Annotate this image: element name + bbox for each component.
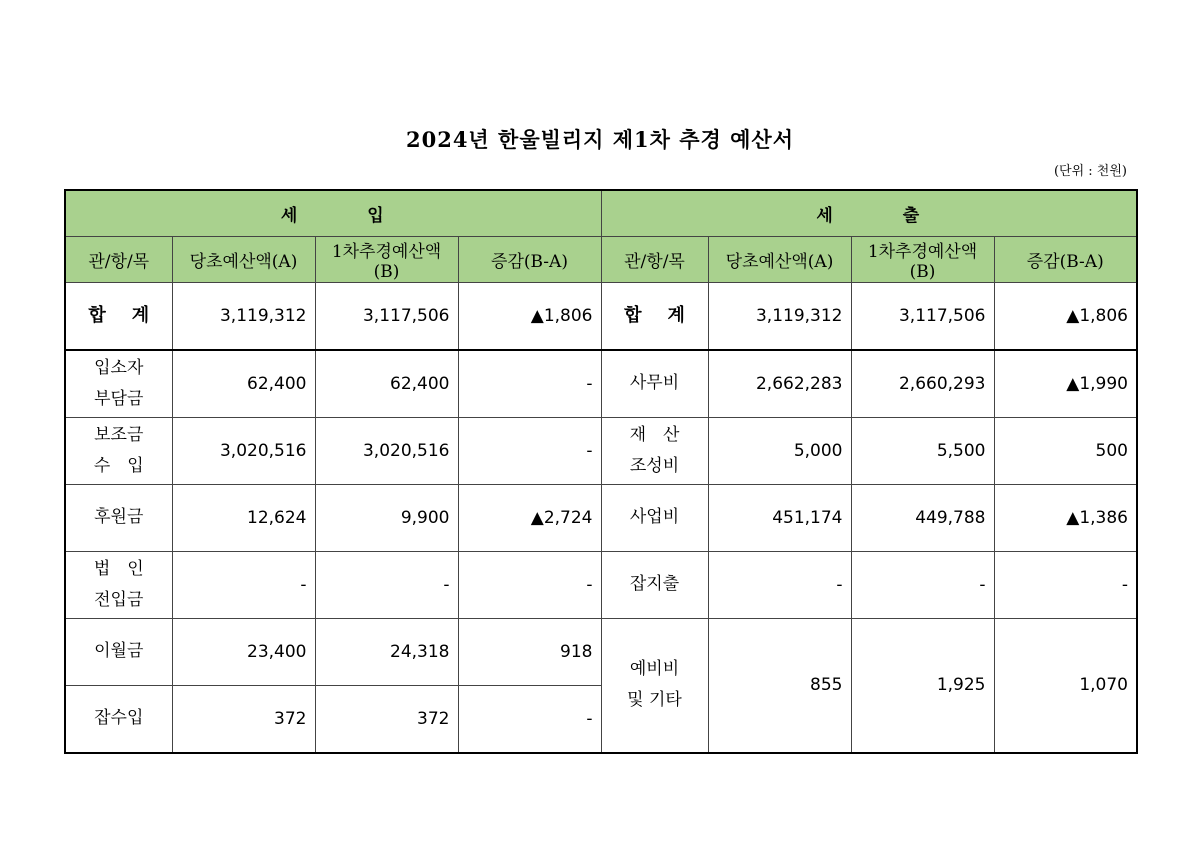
expense-total-change: ▲1,806: [994, 282, 1137, 350]
expense-item-name: 사무비: [601, 350, 708, 418]
table-row: [65, 484, 1137, 551]
income-item-revised: 9,900: [315, 484, 458, 551]
expense-item-change: ▲1,990: [994, 350, 1137, 418]
document-title: 2024년 한울빌리지 제1차 추경 예산서: [405, 127, 795, 152]
expense-item-change: 500: [994, 417, 1137, 484]
expense-item-name: 잡지출: [601, 551, 708, 618]
table-row: [65, 417, 1137, 484]
income-section-header: 세 입: [65, 190, 601, 236]
expense-item-original: 855: [708, 618, 851, 753]
income-item-original: 23,400: [172, 618, 315, 685]
income-total-revised: 3,117,506: [315, 282, 458, 350]
expense-col-change: 증감(B-A): [994, 236, 1137, 282]
income-item-revised: 24,318: [315, 618, 458, 685]
expense-item-original: 451,174: [708, 484, 851, 551]
income-col-change: 증감(B-A): [458, 236, 601, 282]
expense-item-name: 사업비: [601, 484, 708, 551]
income-col-category: 관/항/목: [65, 236, 172, 282]
income-item-change: -: [458, 551, 601, 618]
expense-col-revised: 1차추경예산액(B): [851, 236, 994, 282]
income-item-name: 잡수입: [65, 685, 172, 753]
expense-total-original: 3,119,312: [708, 282, 851, 350]
expense-col-category: 관/항/목: [601, 236, 708, 282]
income-item-original: 12,624: [172, 484, 315, 551]
income-col-original: 당초예산액(A): [172, 236, 315, 282]
total-row: [65, 282, 1137, 350]
expense-item-revised: -: [851, 551, 994, 618]
income-col-revised: 1차추경예산액(B): [315, 236, 458, 282]
budget-table: [64, 189, 1138, 754]
table-row: [65, 551, 1137, 618]
expense-item-change: 1,070: [994, 618, 1137, 753]
income-item-name: 후원금: [65, 484, 172, 551]
income-item-revised: 372: [315, 685, 458, 753]
income-total-label: 합 계: [65, 282, 172, 350]
income-item-change: -: [458, 685, 601, 753]
expense-item-revised: 2,660,293: [851, 350, 994, 418]
expense-item-name: 재 산 조성비: [601, 417, 708, 484]
income-item-revised: 62,400: [315, 350, 458, 418]
expense-col-original: 당초예산액(A): [708, 236, 851, 282]
expense-section-header: 세 출: [601, 190, 1137, 236]
expense-item-name: 예비비 및 기타: [601, 618, 708, 753]
expense-item-original: 5,000: [708, 417, 851, 484]
income-item-name: 법 인 전입금: [65, 551, 172, 618]
income-item-change: -: [458, 417, 601, 484]
expense-item-revised: 1,925: [851, 618, 994, 753]
income-item-revised: -: [315, 551, 458, 618]
expense-item-original: 2,662,283: [708, 350, 851, 418]
income-item-original: -: [172, 551, 315, 618]
income-item-change: -: [458, 350, 601, 418]
income-item-original: 3,020,516: [172, 417, 315, 484]
unit-label: (단위 : 천원): [1053, 164, 1127, 179]
income-total-original: 3,119,312: [172, 282, 315, 350]
income-item-original: 372: [172, 685, 315, 753]
column-header-row: [65, 236, 1137, 282]
expense-total-label: 합 계: [601, 282, 708, 350]
income-total-change: ▲1,806: [458, 282, 601, 350]
table-row: [65, 618, 1137, 685]
income-item-change: ▲2,724: [458, 484, 601, 551]
table-row: [65, 350, 1137, 418]
income-item-name: 보조금 수 입: [65, 417, 172, 484]
income-item-name: 이월금: [65, 618, 172, 685]
expense-total-revised: 3,117,506: [851, 282, 994, 350]
income-item-name: 입소자 부담금: [65, 350, 172, 418]
expense-item-original: -: [708, 551, 851, 618]
expense-item-revised: 449,788: [851, 484, 994, 551]
income-item-change: 918: [458, 618, 601, 685]
expense-item-revised: 5,500: [851, 417, 994, 484]
section-header-row: [65, 190, 1137, 236]
income-item-original: 62,400: [172, 350, 315, 418]
expense-item-change: -: [994, 551, 1137, 618]
expense-item-change: ▲1,386: [994, 484, 1137, 551]
income-item-revised: 3,020,516: [315, 417, 458, 484]
